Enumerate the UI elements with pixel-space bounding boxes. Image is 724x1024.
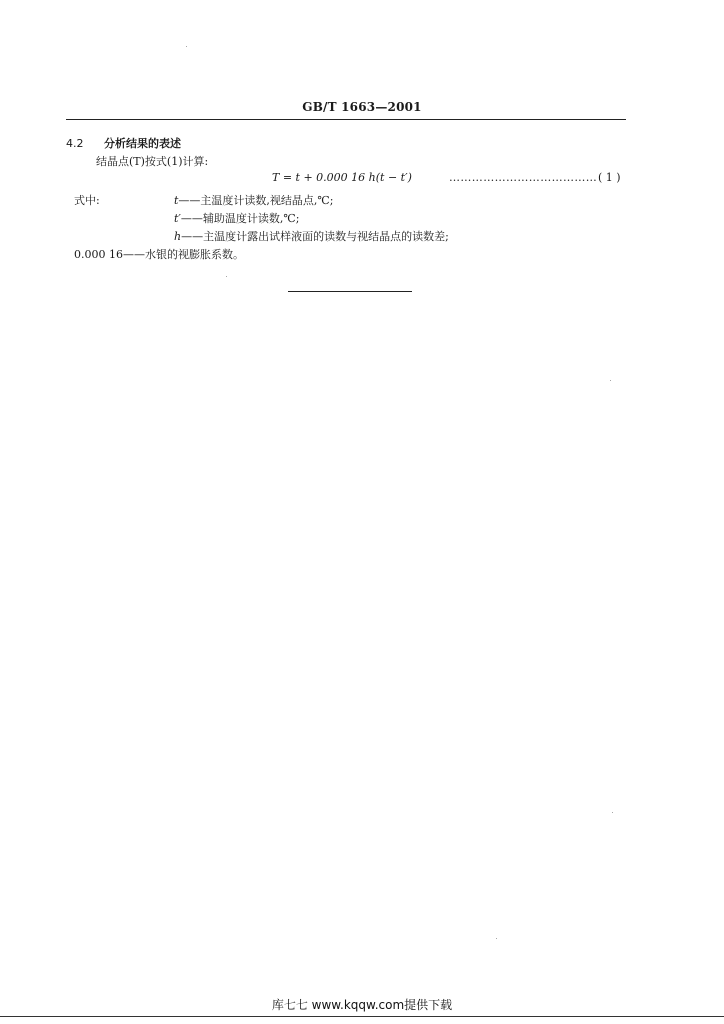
definition-symbol: 0.000 16 [74, 248, 123, 261]
definition-text: 水银的视膨胀系数。 [144, 248, 244, 261]
formula: T = t + 0.000 16 h(t − t′) [272, 171, 412, 184]
definition-row [174, 212, 299, 226]
scan-speck [610, 380, 611, 381]
header-divider [66, 119, 626, 120]
definition-dash: —— [178, 194, 201, 207]
definition-dash: —— [122, 248, 145, 261]
formula-leader-dots: ………………………………… [449, 171, 598, 184]
definition-dash: —— [180, 212, 203, 225]
definition-row [174, 230, 449, 244]
formula-number: ( 1 ) [598, 171, 621, 184]
footer-divider [0, 1016, 724, 1017]
scan-speck [186, 46, 187, 47]
definition-text: 主温度计露出试样液面的读数与视结晶点的读数差; [203, 230, 449, 243]
standard-number-header: GB/T 1663—2001 [302, 100, 422, 114]
definition-row [74, 248, 244, 262]
download-footer: 库七七 www.kqqw.com提供下载 [271, 998, 453, 1012]
scan-speck [226, 276, 227, 277]
scan-speck [496, 938, 497, 939]
section-intro: 结晶点(T)按式(1)计算: [96, 155, 209, 168]
definition-text: 主温度计读数,视结晶点,℃; [200, 194, 334, 207]
definition-row [174, 194, 333, 208]
definition-symbol: t [174, 194, 179, 207]
section-number: 4.2 [66, 137, 84, 150]
where-label: 式中: [74, 194, 100, 207]
definition-symbol: h [174, 230, 182, 243]
section-title: 分析结果的表述 [104, 137, 181, 150]
scan-speck [612, 812, 613, 813]
definition-dash: —— [181, 230, 204, 243]
end-of-standard-rule [288, 291, 412, 292]
definition-text: 辅助温度计读数,℃; [202, 212, 300, 225]
definition-symbol: t′ [174, 212, 181, 225]
